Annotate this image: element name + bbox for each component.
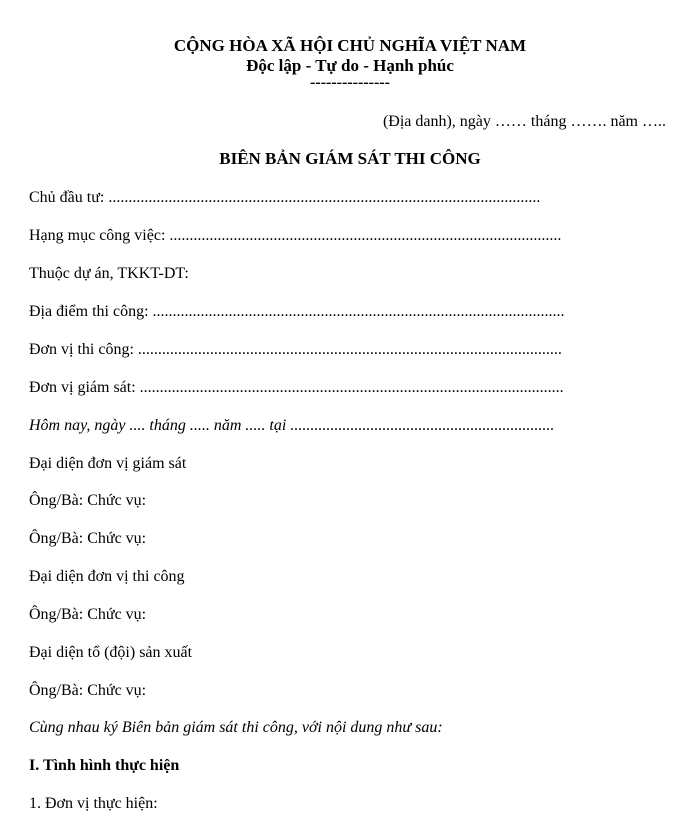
national-motto: Độc lập - Tự do - Hạnh phúc [246, 56, 454, 75]
project-field: Thuộc dự án, TKKT-DT: [29, 265, 189, 282]
today-line: Hôm nay, ngày .... tháng ..... năm ..... tại .................................................................. [29, 417, 555, 434]
construction-unit-field: Đơn vị thi công: .......................................................................................................... [29, 341, 562, 358]
location-field: Địa điểm thi công: ....................................................................................................... [29, 303, 565, 320]
construction-person: Ông/Bà: Chức vụ: [29, 606, 147, 623]
supervision-person-1: Ông/Bà: Chức vụ: [29, 492, 147, 509]
construction-rep-heading: Đại diện đơn vị thi công [29, 568, 185, 585]
work-item-field: Hạng mục công việc: .................................................................................................. [29, 227, 562, 244]
investor-field: Chủ đầu tư: ............................................................................................................ [29, 189, 541, 206]
section-1-item-1: 1. Đơn vị thực hiện: [29, 795, 158, 812]
section-1-heading: I. Tình hình thực hiện [29, 757, 180, 774]
place-date: (Địa danh), ngày …… tháng ……. năm ….. [382, 113, 666, 130]
document-title: BIÊN BẢN GIÁM SÁT THI CÔNG [219, 149, 481, 168]
supervision-rep-heading: Đại diện đơn vị giám sát [29, 455, 187, 472]
team-rep-heading: Đại diện tổ (đội) sản xuất [29, 644, 193, 661]
supervision-unit-field: Đơn vị giám sát: .......................................................................................................... [29, 379, 564, 396]
country-name: CỘNG HÒA XÃ HỘI CHỦ NGHĨA VIỆT NAM [173, 36, 527, 55]
agreement-line: Cùng nhau ký Biên bản giám sát thi công, với nội dung như sau: [29, 719, 443, 736]
team-person: Ông/Bà: Chức vụ: [29, 682, 147, 699]
header-separator: --------------- [310, 74, 390, 91]
supervision-person-2: Ông/Bà: Chức vụ: [29, 530, 147, 547]
